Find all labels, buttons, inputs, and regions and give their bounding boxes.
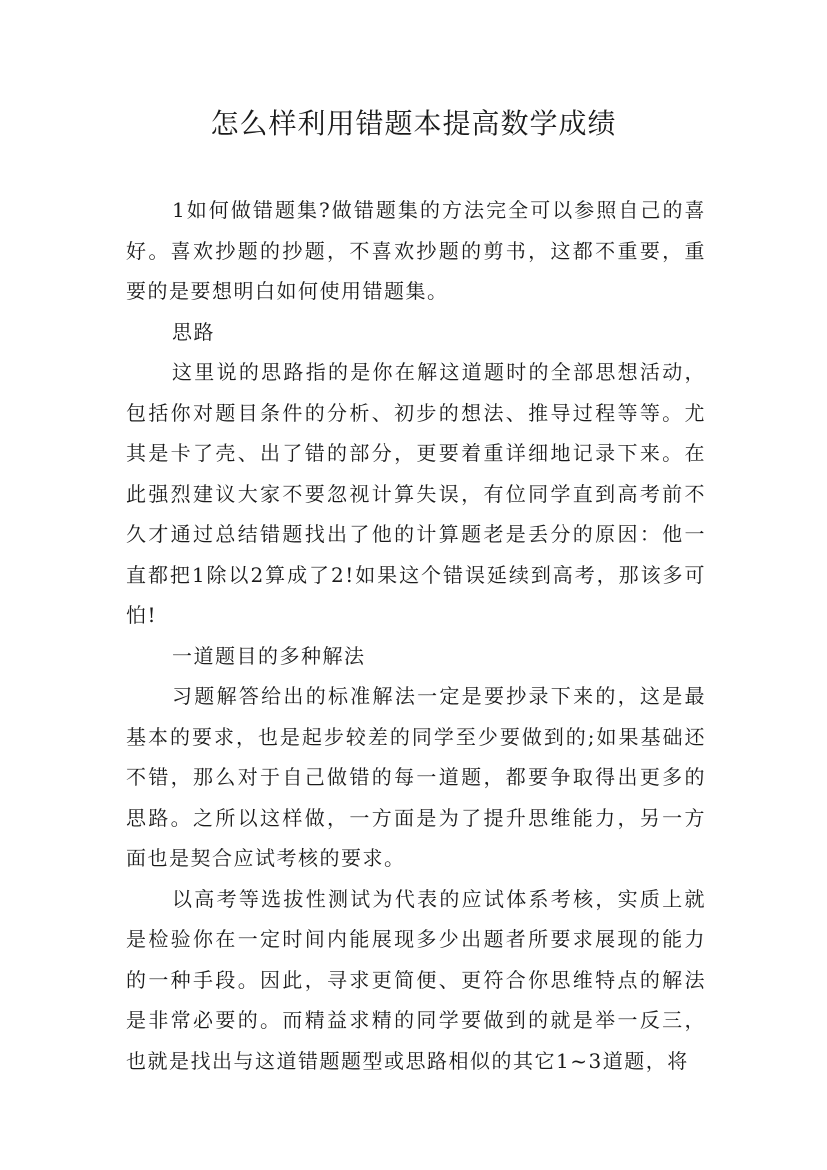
document-body [126,190,706,1081]
paragraph-intro: 1如何做错题集?做错题集的方法完全可以参照自己的喜好。喜欢抄题的抄题，不喜欢抄题的剪书，这都不重要，重要的是要想明白如何使用错题集。 [126,198,706,303]
section-heading-thinking: 思路 [172,319,215,344]
document-title: 怎么样利用错题本提高数学成绩 [210,107,617,140]
paragraph-exam: 以高考等选拔性测试为代表的应试体系考核，实质上就是检验你在一定时间内能展现多少出题者所要求展现的能力的一种手段。因此，寻求更简便、更符合你思维特点的解法是非常必要的。而精益求精的同学要做到的就是举一反三，也就是找出与这道错题题型或思路相似的其它1~3道题，将 [126,886,706,1073]
section-heading-multiple-solutions: 一道题目的多种解法 [172,643,366,668]
paragraph-thinking: 这里说的思路指的是你在解这道题时的全部思想活动，包括你对题目条件的分析、初步的想法、推导过程等等。尤其是卡了壳、出了错的部分，更要着重详细地记录下来。在此强烈建议大家不要忽视计算失误，有位同学直到高考前不久才通过总结错题找出了他的计算题老是丢分的原因：他一直都把1除以2算成了2!如果这个错误延续到高考，那该多可怕! [126,360,706,627]
paragraph-solutions: 习题解答给出的标准解法一定是要抄录下来的，这是最基本的要求，也是起步较差的同学至少要做到的;如果基础还不错，那么对于自己做错的每一道题，都要争取得出更多的思路。之所以这样做，一方面是为了提升思维能力，另一方面也是契合应试考核的要求。 [126,684,706,870]
